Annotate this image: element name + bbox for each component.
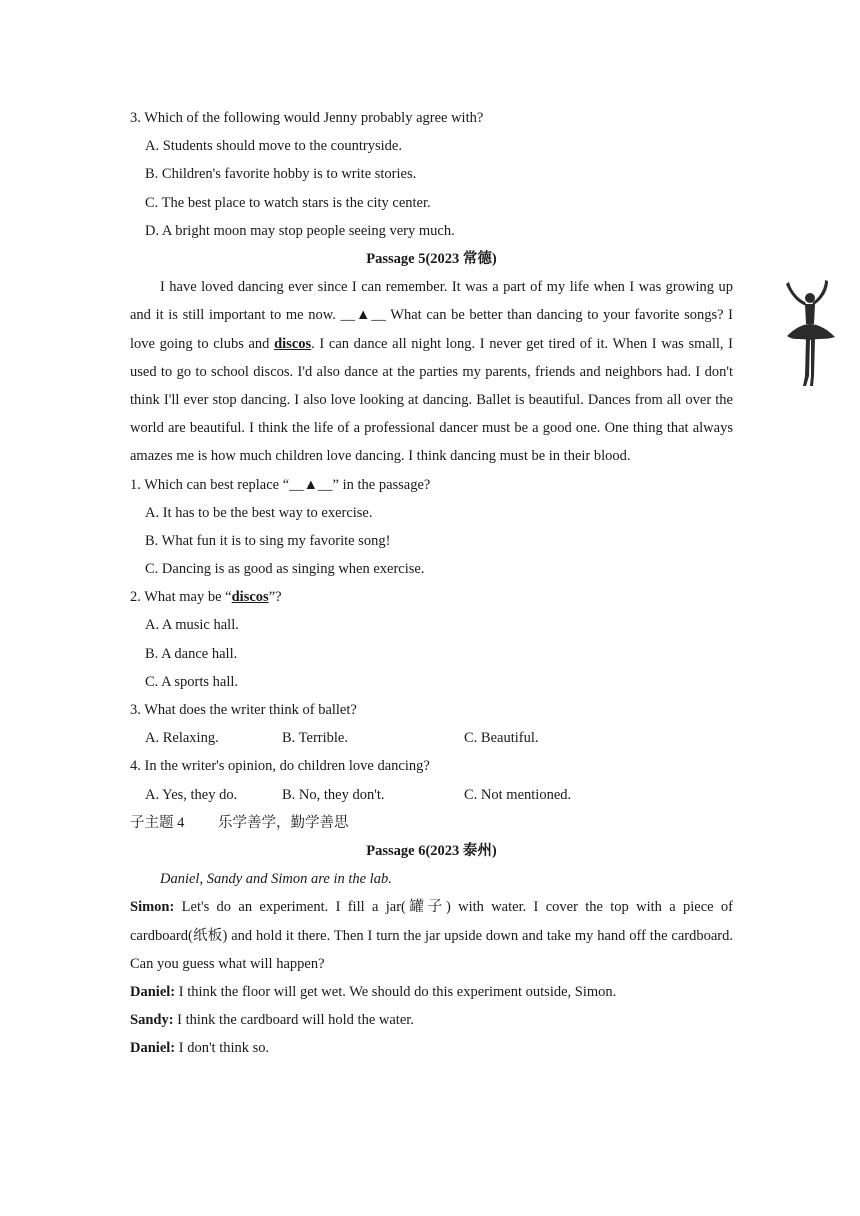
subtheme-heading bbox=[130, 809, 733, 837]
option: A. A music hall. bbox=[145, 617, 239, 634]
passage-5-title: Passage 5(2023 常德) bbox=[366, 250, 497, 267]
option: B. What fun it is to sing my favorite song! bbox=[145, 532, 391, 549]
option: C. Not mentioned. bbox=[464, 786, 572, 803]
question-2: 2. What may be “discos”? bbox=[130, 589, 282, 606]
speaker: Sandy: bbox=[130, 1012, 174, 1029]
option: B. A dance hall. bbox=[145, 645, 238, 662]
dialog-line: Sandy: I think the cardboard will hold the water. bbox=[130, 1012, 414, 1029]
passage-6-intro: Daniel, Sandy and Simon are in the lab. bbox=[160, 871, 392, 888]
subtheme-title: 乐学善学，勤学善思 bbox=[218, 814, 349, 831]
subtheme-label: 子主题 4 bbox=[130, 814, 185, 831]
option: C. A sports hall. bbox=[145, 673, 239, 690]
document-page bbox=[130, 104, 733, 1063]
passage-5-text: I have loved dancing ever since I can remember. It was a part of my life when I was growing up and it is still important to me now. __▲__ What can be better than dancing to your favorite songs? I love going to clubs and discos. I can dance all night long. I never get tired of it. When I was small, I used to go to school discos. I'd also dance at the parties my parents, friends and neighbors had. I don't think I'll ever stop dancing. I also love looking at dancing. Ballet is beautiful. Dances from all over the world are beautiful. I think the life of a professional dancer must be a good one. One thing that always amazes me is how much children love dancing. I think dancing must be in their blood. bbox=[130, 279, 734, 465]
dialog-line: Daniel: I don't think so. bbox=[130, 1040, 270, 1057]
question-4: 4. In the writer's opinion, do children love dancing? bbox=[130, 758, 430, 775]
question-1: 1. Which can best replace “__▲__” in the passage? bbox=[130, 476, 431, 493]
option: C. Beautiful. bbox=[464, 730, 539, 747]
dialog-line: Simon: Let's do an experiment. I fill a jar(罐子) with water. I cover the top with a piece of cardboard(纸板) and hold it there. Then I turn the jar upside down and take my hand off the cardboard. Can you guess what will happen? bbox=[130, 899, 733, 972]
keyword-discos: discos bbox=[274, 335, 312, 352]
blank-marker: __▲__ bbox=[289, 476, 333, 493]
option: C. The best place to watch stars is the city center. bbox=[145, 194, 431, 211]
dialog-line: Daniel: I think the floor will get wet. We should do this experiment outside, Simon. bbox=[130, 983, 617, 1000]
option: D. A bright moon may stop people seeing very much. bbox=[145, 222, 455, 239]
ballerina-silhouette-icon bbox=[781, 280, 839, 390]
option: A. It has to be the best way to exercise. bbox=[145, 504, 373, 521]
option: A. Relaxing. bbox=[145, 730, 219, 747]
passage-6-title: Passage 6(2023 泰州) bbox=[366, 842, 497, 859]
option: B. No, they don't. bbox=[282, 786, 385, 803]
question-3-prev: 3. Which of the following would Jenny probably agree with? bbox=[130, 110, 484, 126]
option: A. Students should move to the countryside. bbox=[145, 138, 402, 155]
question-3: 3. What does the writer think of ballet? bbox=[130, 702, 357, 719]
option: B. Terrible. bbox=[282, 730, 348, 747]
options-row bbox=[130, 724, 733, 752]
speaker: Daniel: bbox=[130, 983, 176, 1000]
option: A. Yes, they do. bbox=[145, 786, 238, 803]
option: B. Children's favorite hobby is to write stories. bbox=[145, 166, 417, 183]
options-row bbox=[130, 781, 733, 809]
blank-marker: __▲__ bbox=[340, 307, 386, 324]
speaker: Simon: bbox=[130, 899, 175, 916]
keyword-discos: discos bbox=[231, 589, 269, 606]
speaker: Daniel: bbox=[130, 1040, 176, 1057]
option: C. Dancing is as good as singing when exercise. bbox=[145, 561, 425, 578]
